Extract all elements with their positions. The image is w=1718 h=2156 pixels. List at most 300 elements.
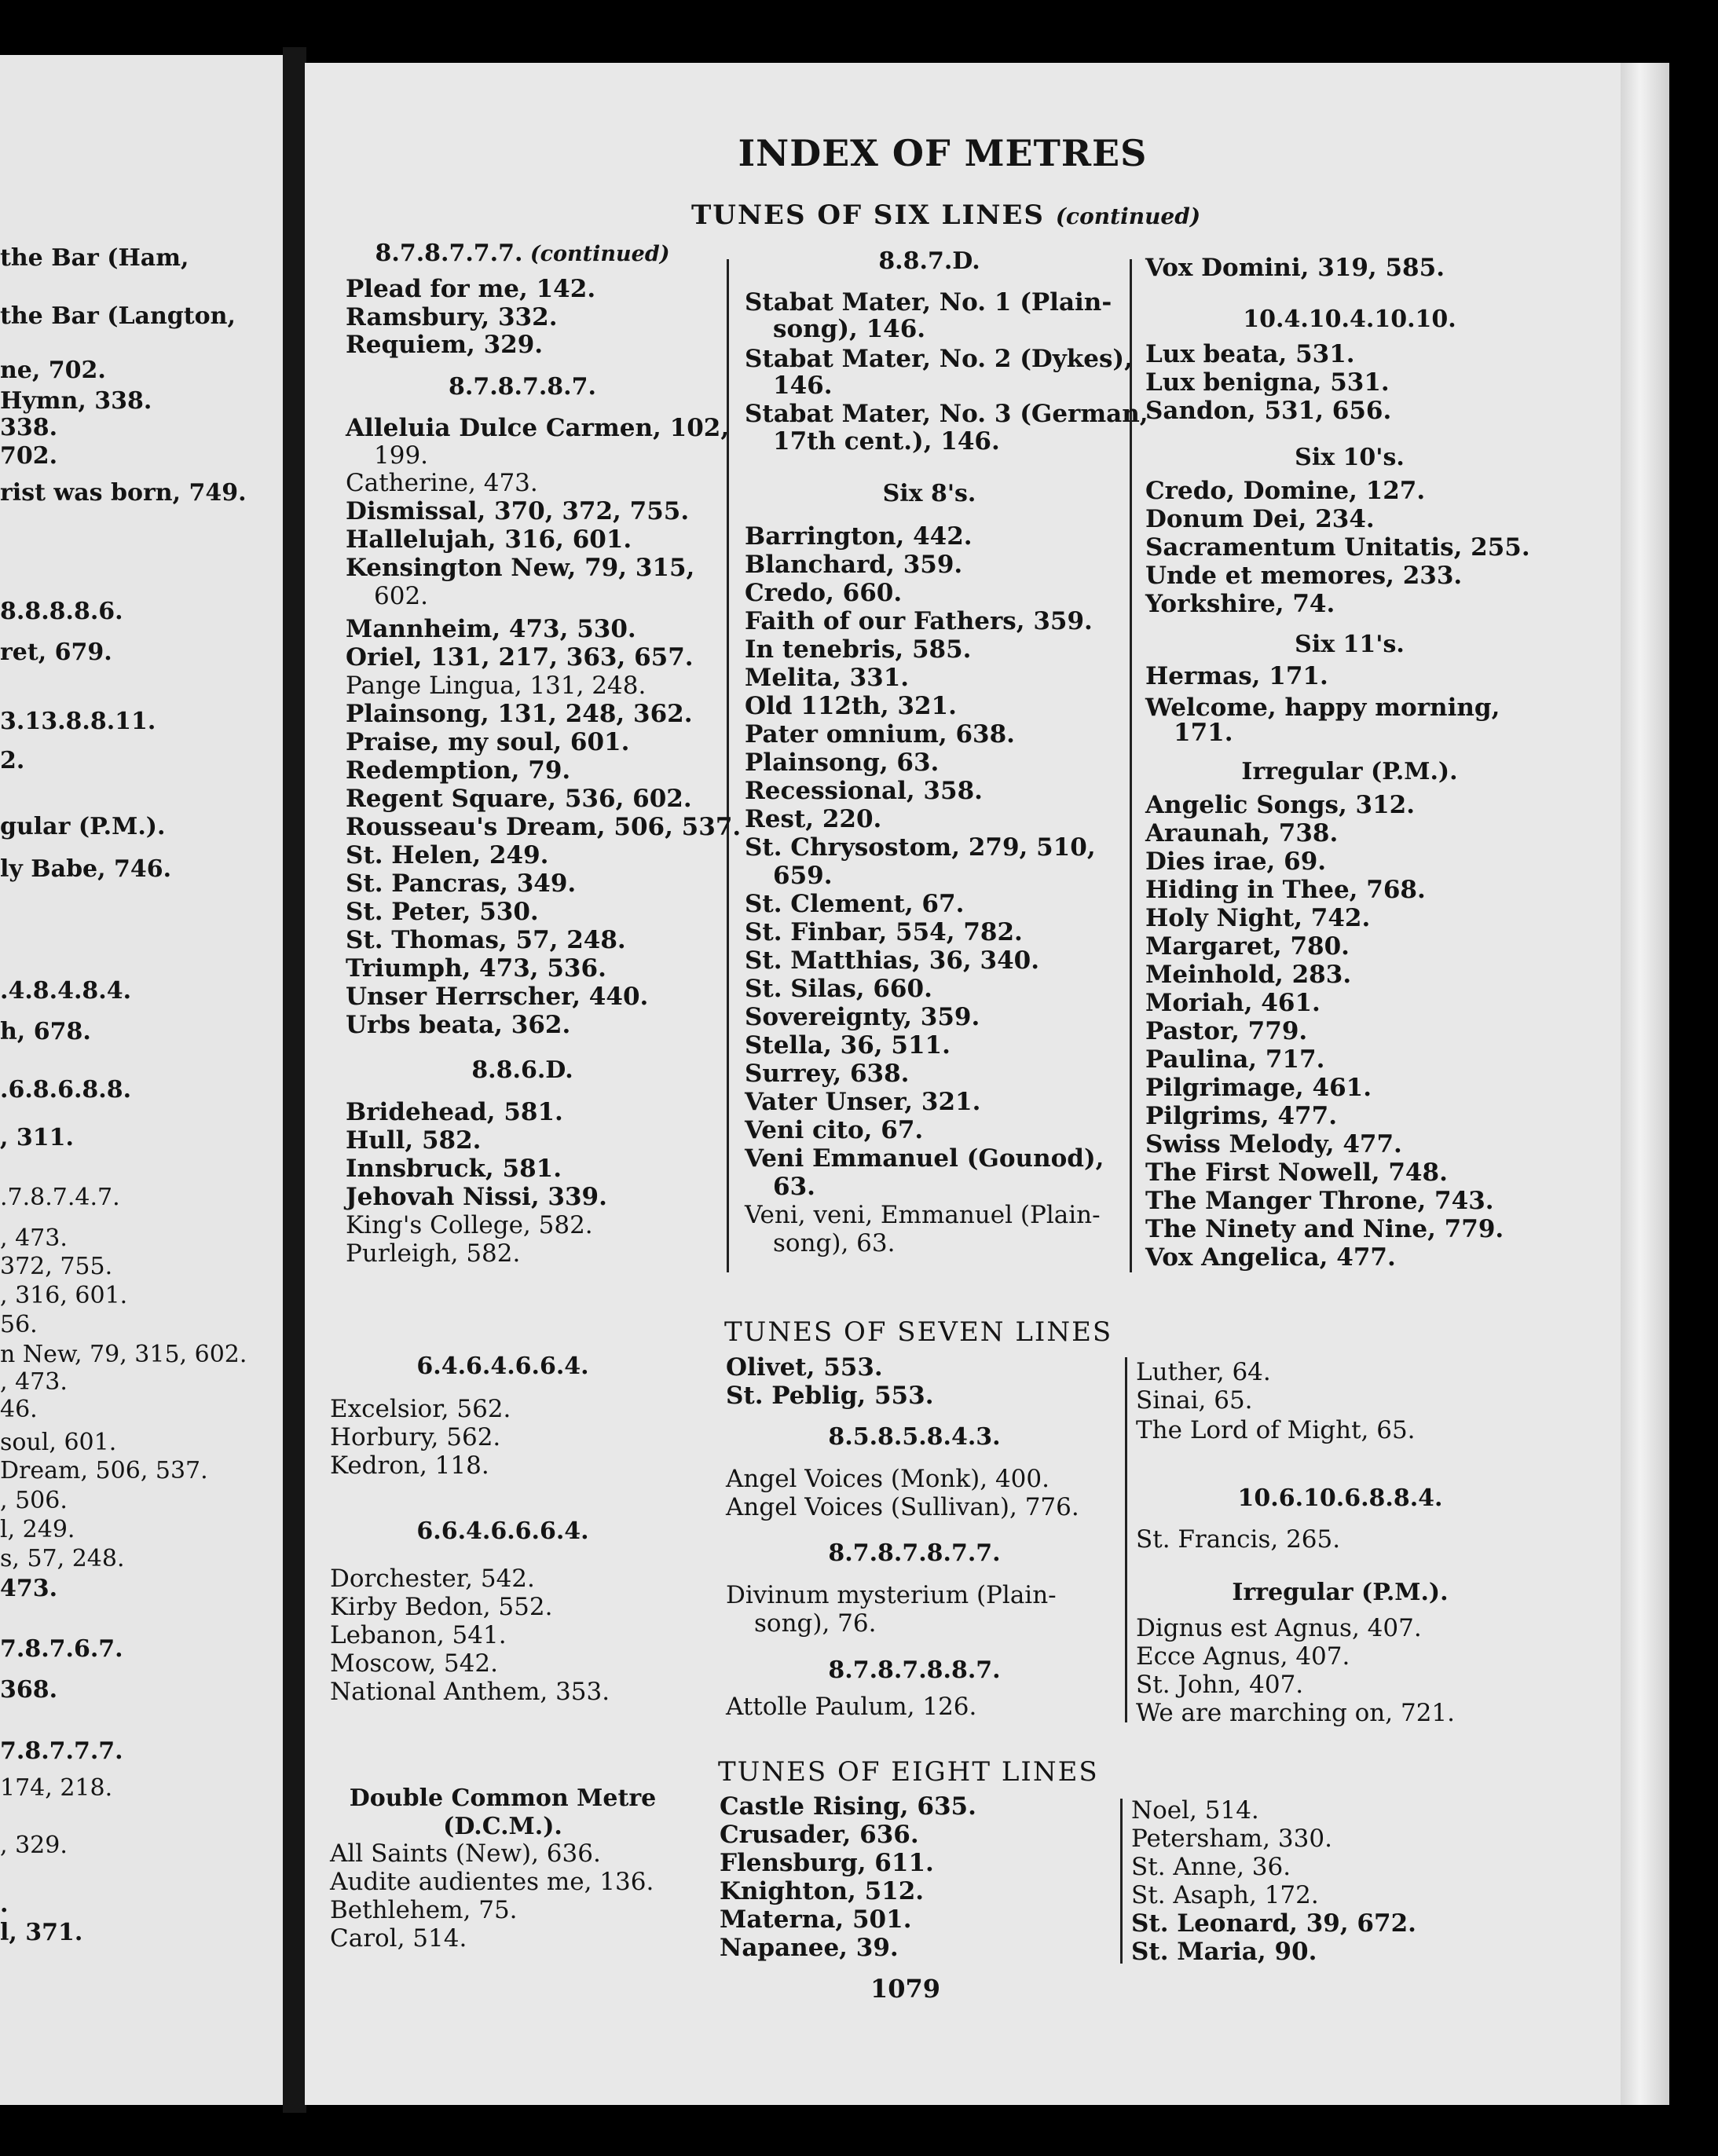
tune-entry-text: The Lord of Might, 65. (1136, 1416, 1416, 1444)
tune-entry-text: Ramsbury, 332. (346, 303, 558, 331)
tune-entry (1174, 721, 1233, 745)
tune-entry (720, 1823, 919, 1847)
metre-heading (1136, 1581, 1544, 1605)
tune-entry-text: We are marching on, 721. (1136, 1699, 1455, 1727)
tune-entry-text: Attolle Paulum, 126. (726, 1693, 977, 1721)
tune-entry (346, 1013, 570, 1038)
tune-entry (346, 900, 539, 924)
tune-entry (1145, 847, 1327, 876)
tune-entry-text: song), 146. (773, 315, 926, 343)
tune-entry-text: Dignus est Agnus, 407. (1136, 1614, 1422, 1642)
tune-entry (1145, 696, 1500, 720)
tune-entry-text: Blanchard, 359. (745, 551, 963, 579)
tune-entry (1131, 1796, 1259, 1825)
tune-entry (745, 347, 1133, 372)
tune-entry (773, 427, 1000, 456)
tune-entry (330, 1898, 518, 1923)
tune-entry (726, 1467, 1049, 1492)
left-page-line: ne, 702. (0, 357, 106, 384)
tune-entry (745, 833, 1096, 862)
tune-entry-text: Paulina, 717. (1145, 1045, 1325, 1074)
tune-entry-text: Regent Square, 536, 602. (346, 785, 692, 813)
tune-entry (330, 1567, 535, 1591)
tune-entry-text: Bridehead, 581. (346, 1098, 563, 1126)
metre-heading (1136, 1484, 1544, 1512)
tune-entry (745, 635, 972, 664)
metre-heading (346, 242, 699, 265)
tune-entry-text: Lux beata, 531. (1145, 340, 1355, 368)
continued-note: (continued) (1055, 203, 1201, 229)
tune-entry-text: St. Silas, 660. (745, 975, 932, 1003)
tune-entry (745, 918, 1023, 946)
tune-entry (745, 1031, 951, 1060)
metre-heading (726, 1423, 1103, 1451)
left-page-line: 46. (0, 1396, 38, 1423)
tune-entry-text: Veni cito, 67. (745, 1116, 924, 1144)
tune-entry-text: St. Leonard, 39, 672. (1131, 1909, 1416, 1938)
metre-heading-text: 8.7.8.7.7.7. (375, 240, 523, 267)
tune-entry (1131, 1940, 1317, 1964)
metre-heading-text: 8.5.8.5.8.4.3. (828, 1423, 1001, 1451)
tune-entry (745, 666, 909, 690)
tune-entry-text: Divinum mysterium (Plain- (726, 1581, 1057, 1609)
tune-entry (1145, 963, 1351, 987)
tune-entry-text: St. Thomas, 57, 248. (346, 926, 626, 954)
left-page-line: , 329. (0, 1832, 68, 1859)
tune-entry-text: Sinai, 65. (1136, 1386, 1253, 1415)
tune-entry-text: Sandon, 531, 656. (1145, 397, 1392, 425)
tune-entry (330, 1451, 489, 1480)
tune-entry (346, 1239, 521, 1268)
tune-entry (745, 581, 902, 606)
tune-entry (1145, 342, 1355, 367)
tune-entry-text: In tenebris, 585. (745, 635, 972, 664)
tune-entry-text: Materna, 501. (720, 1905, 912, 1934)
tune-entry (1145, 664, 1328, 689)
tune-entry-text: Vox Domini, 319, 585. (1145, 254, 1445, 282)
left-page-line: the Bar (Ham, (0, 244, 189, 272)
tune-entry-text: Jehovah Nissi, 339. (346, 1183, 607, 1211)
tune-entry (346, 497, 690, 525)
metre-heading (330, 1355, 676, 1378)
tune-entry-text: Crusader, 636. (720, 1821, 919, 1849)
tune-entry (346, 416, 729, 441)
tune-entry (346, 617, 636, 642)
left-page-line: 7.8.7.6.7. (0, 1635, 123, 1663)
tune-entry (346, 1157, 562, 1181)
tune-entry (330, 1924, 467, 1953)
tune-entry (346, 643, 694, 672)
left-page-line: .6.8.6.8.8. (0, 1076, 132, 1104)
tune-entry (1145, 878, 1426, 902)
tune-entry-text: Dismissal, 370, 372, 755. (346, 497, 690, 525)
metre-heading-text: 8.7.8.7.8.7. (449, 373, 596, 401)
metre-heading-text: Six 11's. (1295, 631, 1405, 658)
tune-entry (1145, 399, 1391, 423)
tune-entry (346, 702, 693, 727)
tune-entry (1145, 991, 1321, 1016)
tune-entry-text: 146. (773, 372, 833, 400)
tune-entry (1145, 256, 1445, 280)
left-page-line: 8.8.8.8.6. (0, 598, 123, 625)
tune-entry-text: St. Peter, 530. (346, 898, 539, 926)
metre-heading (745, 482, 1114, 506)
metre-heading-text: 8.8.7.D. (878, 247, 980, 275)
page-number: 1079 (870, 1974, 941, 2004)
tune-entry-text: Dorchester, 542. (330, 1565, 535, 1593)
tune-entry-text: Ecce Agnus, 407. (1136, 1642, 1350, 1671)
left-page-line: , 311. (0, 1124, 74, 1151)
tune-entry (773, 1175, 815, 1199)
tune-entry-text: Bethlehem, 75. (330, 1896, 518, 1924)
metre-heading-text: Six 10's. (1295, 444, 1405, 471)
tune-entry (726, 1495, 1079, 1520)
tune-entry-text: Praise, my soul, 601. (346, 728, 630, 756)
column-rule (1125, 1357, 1127, 1722)
tune-entry-text: Stella, 36, 511. (745, 1031, 951, 1060)
tune-entry (346, 841, 549, 869)
metre-heading (1145, 760, 1554, 784)
tune-entry-text: Credo, 660. (745, 579, 903, 607)
tune-entry-text: Angel Voices (Sullivan), 776. (726, 1493, 1079, 1521)
left-page-line: 702. (0, 442, 58, 470)
book-gutter (283, 47, 306, 2113)
tune-entry-text: 659. (773, 862, 833, 890)
tune-entry-text: Stabat Mater, No. 3 (German, (745, 400, 1148, 428)
tune-entry-text: Faith of our Fathers, 359. (745, 607, 1093, 635)
left-page-line: 56. (0, 1311, 38, 1338)
tune-entry (346, 756, 571, 785)
tune-entry (745, 720, 1015, 749)
metre-heading (1145, 446, 1554, 470)
tune-entry-text: Horbury, 562. (330, 1423, 501, 1451)
tune-entry (346, 954, 606, 983)
tune-entry (745, 807, 881, 832)
tune-entry-text: Yorkshire, 74. (1145, 590, 1335, 618)
metre-heading-text: 8.7.8.7.8.8.7. (828, 1656, 1001, 1684)
tune-entry-text: Castle Rising, 635. (720, 1792, 976, 1821)
tune-entry-text: Hull, 582. (346, 1126, 482, 1155)
left-page-line: 372, 755. (0, 1253, 113, 1280)
tune-entry-text: Carol, 514. (330, 1924, 467, 1953)
section-heading-text: TUNES OF SIX LINES (691, 199, 1045, 231)
left-page-line: 7.8.7.7.7. (0, 1737, 123, 1765)
left-page-line: the Bar (Langton, (0, 302, 236, 330)
tune-entry (1145, 564, 1462, 588)
tune-entry-text: song), 76. (754, 1609, 877, 1638)
tune-entry (1136, 1642, 1350, 1671)
left-page-line: l, 371. (0, 1919, 83, 1946)
tune-entry-text: Hallelujah, 316, 601. (346, 525, 632, 554)
tune-entry-text: Kirby Bedon, 552. (330, 1593, 553, 1621)
left-page-line: l, 249. (0, 1516, 75, 1543)
column-rule (1120, 1799, 1123, 1964)
metre-heading-text: Double Common Metre (349, 1784, 657, 1812)
tune-entry-text: Lux benigna, 531. (1145, 368, 1390, 397)
tune-entry (745, 553, 962, 577)
metre-heading (745, 247, 1114, 275)
left-page-line: 3.13.8.8.11. (0, 708, 156, 735)
tune-entry-text: Urbs beata, 362. (346, 1011, 571, 1039)
tune-entry (726, 1353, 883, 1382)
tune-entry-text: Angelic Songs, 312. (1145, 791, 1416, 819)
left-page-line: , 506. (0, 1487, 68, 1514)
metre-heading-text: 8.8.6.D. (471, 1056, 573, 1084)
left-page-line: n New, 79, 315, 602. (0, 1341, 247, 1368)
tune-entry (346, 985, 648, 1009)
tune-entry-text: Triumph, 473, 536. (346, 954, 606, 983)
tune-entry-text: St. Chrysostom, 279, 510, (745, 833, 1096, 862)
tune-entry (1136, 1418, 1416, 1443)
metre-heading-text: 10.4.10.4.10.10. (1243, 306, 1456, 333)
tune-entry (330, 1423, 501, 1451)
tune-entry (745, 1062, 909, 1086)
left-page-line: h, 678. (0, 1018, 91, 1045)
section-heading-seven-lines: TUNES OF SEVEN LINES (724, 1316, 1113, 1348)
tune-entry (330, 1680, 610, 1704)
tune-entry (374, 584, 428, 609)
tune-entry-text: Credo, Domine, 127. (1145, 477, 1426, 505)
tune-entry (745, 402, 1148, 426)
tune-entry (773, 317, 925, 342)
tune-entry-text: Pater omnium, 638. (745, 720, 1015, 749)
tune-entry (1136, 1386, 1253, 1415)
tune-entry-text: Pilgrims, 477. (1145, 1102, 1337, 1130)
tune-entry-text: Catherine, 473. (346, 469, 538, 497)
tune-entry-text: Plainsong, 63. (745, 749, 940, 777)
metre-heading-text: 8.7.8.7.8.7.7. (828, 1539, 1001, 1567)
tune-entry-text: St. Anne, 36. (1131, 1853, 1291, 1881)
left-page-line: 174, 218. (0, 1774, 113, 1802)
tune-entry (346, 1213, 593, 1238)
left-page-line: .7.8.7.4.7. (0, 1184, 120, 1211)
tune-entry (330, 1839, 601, 1868)
tune-entry-text: Excelsior, 562. (330, 1395, 511, 1423)
tune-entry-text: 63. (773, 1173, 815, 1201)
tune-entry (346, 869, 577, 898)
tune-entry (1145, 1076, 1372, 1100)
tune-entry-text: Recessional, 358. (745, 777, 983, 805)
tune-entry-text: 171. (1174, 719, 1233, 747)
metre-heading (346, 1056, 699, 1084)
tune-entry (745, 288, 1112, 317)
tune-entry (754, 1609, 877, 1638)
tune-entry (346, 471, 538, 496)
tune-entry-text: St. Pancras, 349. (346, 869, 577, 898)
tune-entry-text: Plead for me, 142. (346, 275, 596, 303)
tune-entry (330, 1870, 654, 1894)
tune-entry (1136, 1673, 1303, 1697)
tune-entry-text: Unser Herrscher, 440. (346, 983, 649, 1011)
tune-entry (1145, 932, 1350, 961)
metre-heading (346, 375, 699, 399)
tune-entry (1145, 1161, 1448, 1185)
tune-entry (346, 1185, 607, 1210)
tune-entry-text: Unde et memores, 233. (1145, 562, 1463, 590)
tune-entry-text: Pilgrimage, 461. (1145, 1074, 1372, 1102)
left-page-line: .4.8.4.8.4. (0, 977, 132, 1005)
left-page-line: Dream, 506, 537. (0, 1457, 208, 1484)
metre-heading (726, 1656, 1103, 1684)
tune-entry-text: Redemption, 79. (346, 756, 571, 785)
tune-entry-text: Hiding in Thee, 768. (1145, 876, 1426, 904)
tune-entry-text: Araunah, 738. (1145, 819, 1339, 847)
tune-entry-text: Veni Emmanuel (Gounod), (745, 1144, 1104, 1173)
left-page-line: gular (P.M.). (0, 813, 166, 840)
tune-entry-text: Pange Lingua, 131, 248. (346, 672, 647, 700)
tune-entry (1145, 507, 1375, 532)
tune-entry (330, 1397, 511, 1422)
tune-entry (346, 277, 595, 302)
tune-entry-text: St. Finbar, 554, 782. (745, 918, 1023, 946)
tune-entry-text: Rousseau's Dream, 506, 537. (346, 813, 742, 841)
tune-entry (745, 1090, 980, 1115)
tune-entry-text: Pastor, 779. (1145, 1017, 1308, 1045)
tune-entry-text: 199. (374, 441, 429, 470)
tune-entry (1145, 1217, 1504, 1242)
tune-entry-text: Swiss Melody, 477. (1145, 1130, 1402, 1159)
tune-entry-text: Donum Dei, 234. (1145, 505, 1375, 533)
left-page-line: 338. (0, 414, 58, 441)
left-page-line: rist was born, 749. (0, 479, 247, 507)
left-page-line: ly Babe, 746. (0, 855, 172, 883)
tune-entry-text: St. Helen, 249. (346, 841, 549, 869)
tune-entry-text: Vox Angelica, 477. (1145, 1243, 1396, 1272)
tune-entry-text: Old 112th, 321. (745, 692, 957, 720)
tune-entry (745, 1203, 1101, 1228)
left-page-line: 368. (0, 1676, 58, 1704)
tune-entry (1131, 1909, 1416, 1938)
tune-entry (726, 1695, 976, 1719)
page-edge (1621, 63, 1669, 2105)
metre-heading (330, 1815, 676, 1839)
tune-entry (346, 525, 632, 554)
tune-entry (1131, 1883, 1319, 1908)
tune-entry (1131, 1827, 1332, 1851)
tune-entry-text: Kedron, 118. (330, 1451, 489, 1480)
metre-heading (1145, 633, 1554, 657)
tune-entry-text: song), 63. (773, 1229, 896, 1257)
tune-entry-text: Lebanon, 541. (330, 1621, 507, 1649)
continued-note: (continued) (522, 242, 670, 266)
tune-entry-text: Innsbruck, 581. (346, 1155, 562, 1183)
tune-entry (745, 522, 973, 551)
tune-entry (330, 1595, 552, 1620)
tune-entry-text: 602. (374, 582, 429, 610)
left-page-line: , 316, 601. (0, 1282, 128, 1309)
tune-entry-text: All Saints (New), 636. (330, 1839, 601, 1868)
tune-entry-text: 17th cent.), 146. (773, 427, 1000, 456)
metre-heading-text: (D.C.M.). (443, 1813, 562, 1840)
left-page-line: ret, 679. (0, 639, 112, 666)
metre-heading-text: Six 8's. (882, 480, 976, 507)
tune-entry (745, 1144, 1104, 1173)
tune-entry-text: Mannheim, 473, 530. (346, 615, 636, 643)
tune-entry-text: Napanee, 39. (720, 1934, 899, 1962)
tune-entry (346, 815, 741, 840)
section-heading-eight-lines: TUNES OF EIGHT LINES (718, 1756, 1099, 1788)
metre-heading-text: Irregular (P.M.). (1241, 758, 1458, 785)
tune-entry-text: St. John, 407. (1136, 1671, 1304, 1699)
tune-entry-text: Stabat Mater, No. 1 (Plain- (745, 288, 1112, 317)
tune-entry (1145, 793, 1415, 818)
left-page-line: , 473. (0, 1224, 68, 1252)
tune-entry-text: Vater Unser, 321. (745, 1088, 981, 1116)
tune-entry-text: Kensington New, 79, 315, (346, 554, 695, 582)
tune-entry (346, 333, 543, 357)
tune-entry-text: St. Matthias, 36, 340. (745, 946, 1039, 975)
tune-entry-text: Purleigh, 582. (346, 1239, 521, 1268)
tune-entry-text: The Ninety and Nine, 779. (1145, 1215, 1504, 1243)
tune-entry (1136, 1525, 1341, 1554)
tune-entry (773, 1229, 896, 1257)
tune-entry (1145, 479, 1425, 503)
left-page-line: 473. (0, 1575, 58, 1602)
tune-entry (1136, 1701, 1455, 1726)
tune-entry-text: Hermas, 171. (1145, 662, 1328, 690)
tune-entry-text: St. Maria, 90. (1131, 1938, 1317, 1966)
tune-entry-text: Rest, 220. (745, 805, 882, 833)
tune-entry (346, 303, 558, 331)
metre-heading (330, 1784, 676, 1812)
left-page-line: soul, 601. (0, 1429, 117, 1456)
metre-heading-text: 6.4.6.4.6.6.4. (416, 1353, 589, 1380)
tune-entry (773, 374, 833, 398)
tune-entry-text: Dies irae, 69. (1145, 847, 1327, 876)
tune-entry-text: Welcome, happy morning, (1145, 694, 1500, 722)
left-page-line: . (0, 1891, 9, 1918)
tune-entry (346, 787, 692, 811)
tune-entry (1145, 592, 1335, 617)
tune-entry (745, 779, 983, 803)
tune-entry (745, 609, 1093, 634)
tune-entry (1145, 1243, 1396, 1272)
tune-entry (720, 1936, 899, 1960)
tune-entry (330, 1649, 498, 1678)
section-heading-six-lines (691, 199, 1200, 231)
tune-entry (346, 1100, 563, 1125)
tune-entry-text: Margaret, 780. (1145, 932, 1350, 961)
tune-entry-text: Oriel, 131, 217, 363, 657. (346, 643, 694, 672)
tune-entry (374, 441, 429, 470)
tune-entry-text: Plainsong, 131, 248, 362. (346, 700, 693, 728)
tune-entry-text: National Anthem, 353. (330, 1678, 610, 1706)
tune-entry-text: St. Peblig, 553. (726, 1382, 934, 1410)
tune-entry (1145, 1104, 1337, 1129)
tune-entry-text: King's College, 582. (346, 1211, 593, 1239)
tune-entry (745, 977, 932, 1001)
tune-entry (346, 1126, 482, 1155)
left-page-line: s, 57, 248. (0, 1545, 125, 1572)
tune-entry (346, 928, 626, 953)
left-page-line: , 473. (0, 1368, 68, 1396)
tune-entry-text: Flensburg, 611. (720, 1849, 934, 1877)
tune-entry (346, 556, 694, 580)
tune-entry (726, 1384, 933, 1408)
tune-entry-text: Noel, 514. (1131, 1796, 1259, 1825)
left-page-line: Hymn, 338. (0, 387, 152, 415)
tune-entry (720, 1905, 912, 1934)
tune-entry-text: Angel Voices (Monk), 400. (726, 1465, 1049, 1493)
tune-entry-text: Sacramentum Unitatis, 255. (1145, 533, 1530, 562)
tune-entry-text: Stabat Mater, No. 2 (Dykes), (745, 345, 1133, 373)
tune-entry (773, 864, 833, 888)
tune-entry (1136, 1616, 1422, 1641)
metre-heading-text: 6.6.4.6.6.6.4. (416, 1517, 589, 1545)
tune-entry-text: Barrington, 442. (745, 522, 973, 551)
tune-entry-text: Moriah, 461. (1145, 989, 1321, 1017)
tune-entry (745, 1118, 923, 1143)
